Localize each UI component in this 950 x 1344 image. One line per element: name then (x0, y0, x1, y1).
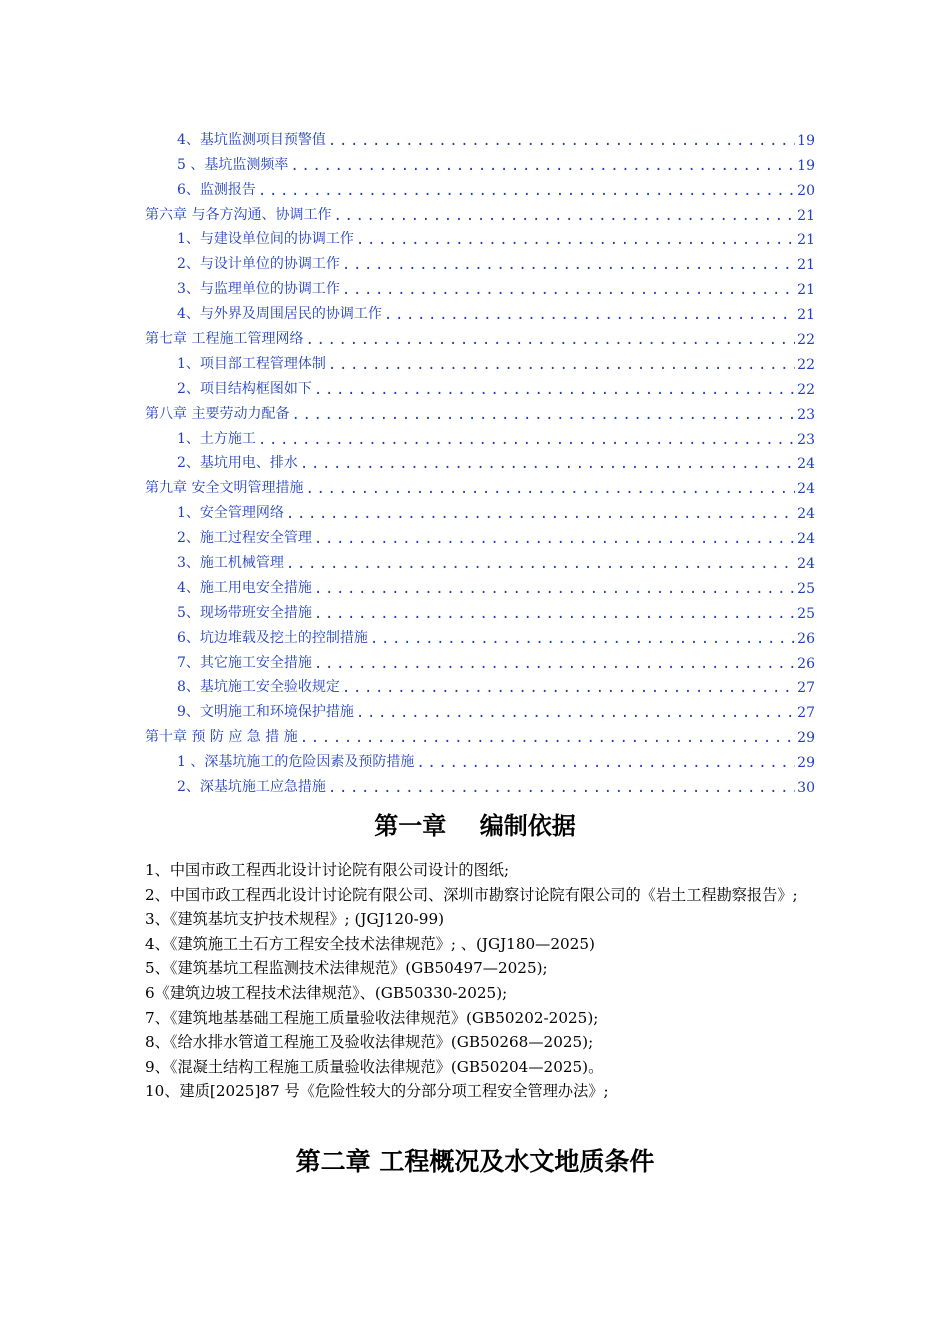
toc-page-number: 25 (797, 580, 815, 597)
toc-section-link[interactable] (145, 522, 815, 547)
toc-chapter-link[interactable] (145, 199, 815, 224)
toc-entry-title: 第九章 安全文明管理措施 (145, 480, 304, 497)
reference-item: 2、中国市政工程西北设计讨论院有限公司、深圳市勘察讨论院有限公司的《岩土工程勘察报告》; (145, 885, 798, 904)
toc-page-number: 23 (797, 406, 815, 423)
toc-dot-leader (333, 208, 795, 224)
toc-entry-title: 9、文明施工和环境保护措施 (177, 704, 354, 721)
toc-dot-leader (305, 481, 795, 497)
toc-page-number: 21 (797, 282, 815, 299)
toc-dot-leader (314, 581, 795, 597)
toc-section-link[interactable] (145, 348, 815, 373)
toc-page-number: 22 (797, 356, 815, 373)
reference-item: 4、《建筑施工土石方工程安全技术法律规范》; 、(JGJ180—2025) (145, 934, 595, 953)
toc-entry-title: 1、与建设单位间的协调工作 (177, 231, 354, 248)
toc-page-number: 27 (797, 680, 815, 697)
toc-section-link[interactable] (145, 273, 815, 298)
toc-entry-title: 6、坑边堆载及挖土的控制措施 (177, 629, 368, 646)
toc-entry-title: 4、基坑监测项目预警值 (177, 131, 326, 148)
toc-entry-title: 2、与设计单位的协调工作 (177, 256, 340, 273)
toc-section-link[interactable] (145, 373, 815, 398)
toc-dot-leader (258, 432, 795, 448)
toc-entry-title: 5、现场带班安全措施 (177, 604, 312, 621)
toc-page-number: 26 (797, 655, 815, 672)
reference-item: 1、中国市政工程西北设计讨论院有限公司设计的图纸; (145, 861, 510, 879)
reference-item: 8、《给水排水管道工程施工及验收法律规范》(GB50268—2025); (145, 1033, 594, 1052)
toc-dot-leader (305, 332, 795, 348)
toc-chapter-link[interactable] (145, 323, 815, 348)
toc-section-link[interactable] (145, 771, 815, 796)
toc-entry-title: 2、项目结构框图如下 (177, 380, 312, 397)
toc-dot-leader (370, 631, 795, 647)
toc-page-number: 22 (797, 381, 815, 398)
toc-dot-leader (384, 307, 795, 323)
toc-section-link[interactable] (145, 224, 815, 249)
toc-page-number: 23 (797, 431, 815, 448)
toc-dot-leader (300, 456, 795, 472)
toc-dot-leader (290, 158, 795, 174)
toc-page-number: 20 (797, 182, 815, 199)
toc-page-number: 21 (797, 232, 815, 249)
toc-entry-title: 4、施工用电安全措施 (177, 579, 312, 596)
toc-dot-leader (314, 606, 795, 622)
toc-dot-leader (291, 407, 795, 423)
toc-entry-title: 3、施工机械管理 (177, 555, 284, 572)
toc-entry-title: 1、土方施工 (177, 430, 256, 447)
toc-entry-title: 1 、深基坑施工的危险因素及预防措施 (177, 754, 415, 771)
toc-entry-title: 5 、基坑监测频率 (177, 156, 289, 173)
toc-dot-leader (342, 680, 795, 696)
reference-item: 3、《建筑基坑支护技术规程》; (JGJ120-99) (145, 910, 445, 929)
toc-dot-leader (356, 705, 795, 721)
toc-entry-title: 2、施工过程安全管理 (177, 530, 312, 547)
toc-entry-title: 8、基坑施工安全验收规定 (177, 679, 340, 696)
toc-dot-leader (258, 183, 795, 199)
toc-dot-leader (286, 506, 795, 522)
toc-section-link[interactable] (145, 423, 815, 448)
toc-page-number: 21 (797, 207, 815, 224)
toc-entry-title: 3、与监理单位的协调工作 (177, 281, 340, 298)
reference-item: 10、建质[2025]87 号《危险性较大的分部分项工程安全管理办法》; (145, 1082, 609, 1101)
toc-entry-title: 第十章 预 防 应 急 措 施 (145, 729, 298, 746)
toc-dot-leader (416, 755, 795, 771)
toc-dot-leader (314, 656, 795, 672)
toc-chapter-link[interactable] (145, 472, 815, 497)
toc-section-link[interactable] (145, 647, 815, 672)
toc-page-number: 19 (797, 132, 815, 149)
toc-section-link[interactable] (145, 597, 815, 622)
toc-page-number: 24 (797, 456, 815, 473)
toc-page-number: 24 (797, 481, 815, 498)
toc-page-number: 26 (797, 630, 815, 647)
toc-dot-leader (300, 730, 795, 746)
toc-entry-title: 1、项目部工程管理体制 (177, 355, 326, 372)
toc-section-link[interactable] (145, 448, 815, 473)
toc-section-link[interactable] (145, 572, 815, 597)
table-of-contents (145, 124, 815, 796)
toc-dot-leader (328, 133, 795, 149)
toc-chapter-link[interactable] (145, 398, 815, 423)
toc-section-link[interactable] (145, 696, 815, 721)
toc-entry-title: 2、深基坑施工应急措施 (177, 779, 326, 796)
toc-page-number: 25 (797, 605, 815, 622)
toc-entry-title: 第六章 与各方沟通、协调工作 (145, 206, 332, 223)
toc-section-link[interactable] (145, 124, 815, 149)
toc-dot-leader (286, 556, 795, 572)
toc-entry-title: 6、监测报告 (177, 181, 256, 198)
toc-dot-leader (328, 780, 795, 796)
toc-section-link[interactable] (145, 497, 815, 522)
toc-dot-leader (328, 357, 795, 373)
reference-item: 5、《建筑基坑工程监测技术法律规范》(GB50497—2025); (145, 959, 548, 978)
toc-section-link[interactable] (145, 174, 815, 199)
toc-dot-leader (314, 382, 795, 398)
toc-entry-title: 2、基坑用电、排水 (177, 455, 298, 472)
toc-page-number: 24 (797, 506, 815, 523)
toc-dot-leader (356, 232, 795, 248)
toc-section-link[interactable] (145, 547, 815, 572)
toc-page-number: 29 (797, 730, 815, 747)
toc-page-number: 19 (797, 157, 815, 174)
toc-page-number: 30 (797, 780, 815, 797)
toc-dot-leader (342, 282, 795, 298)
toc-chapter-link[interactable] (145, 721, 815, 746)
toc-dot-leader (314, 531, 795, 547)
toc-page-number: 21 (797, 257, 815, 274)
chapter-1-heading: 第一章 编制依据 (374, 812, 576, 840)
toc-page-number: 24 (797, 531, 815, 548)
toc-dot-leader (342, 257, 795, 273)
toc-entry-title: 7、其它施工安全措施 (177, 654, 312, 671)
toc-entry-title: 第八章 主要劳动力配备 (145, 405, 290, 422)
toc-section-link[interactable] (145, 248, 815, 273)
reference-item: 7、《建筑地基基础工程施工质量验收法律规范》(GB50202-2025); (145, 1008, 599, 1027)
toc-entry-title: 1、安全管理网络 (177, 505, 284, 522)
toc-entry-title: 4、与外界及周围居民的协调工作 (177, 306, 382, 323)
toc-page-number: 22 (797, 332, 815, 349)
toc-section-link[interactable] (145, 622, 815, 647)
toc-section-link[interactable] (145, 672, 815, 697)
reference-item: 9、《混凝土结构工程施工质量验收法律规范》(GB50204—2025)。 (145, 1057, 604, 1076)
reference-item: 6《建筑边坡工程技术法律规范》、(GB50330-2025); (145, 983, 508, 1002)
toc-page-number: 29 (797, 755, 815, 772)
chapter-2-heading: 第二章 工程概况及水文地质条件 (295, 1147, 655, 1176)
toc-section-link[interactable] (145, 149, 815, 174)
reference-list (145, 858, 825, 1104)
toc-page-number: 27 (797, 705, 815, 722)
toc-section-link[interactable] (145, 746, 815, 771)
toc-entry-title: 第七章 工程施工管理网络 (145, 331, 304, 348)
toc-page-number: 21 (797, 307, 815, 324)
toc-section-link[interactable] (145, 298, 815, 323)
toc-page-number: 24 (797, 556, 815, 573)
